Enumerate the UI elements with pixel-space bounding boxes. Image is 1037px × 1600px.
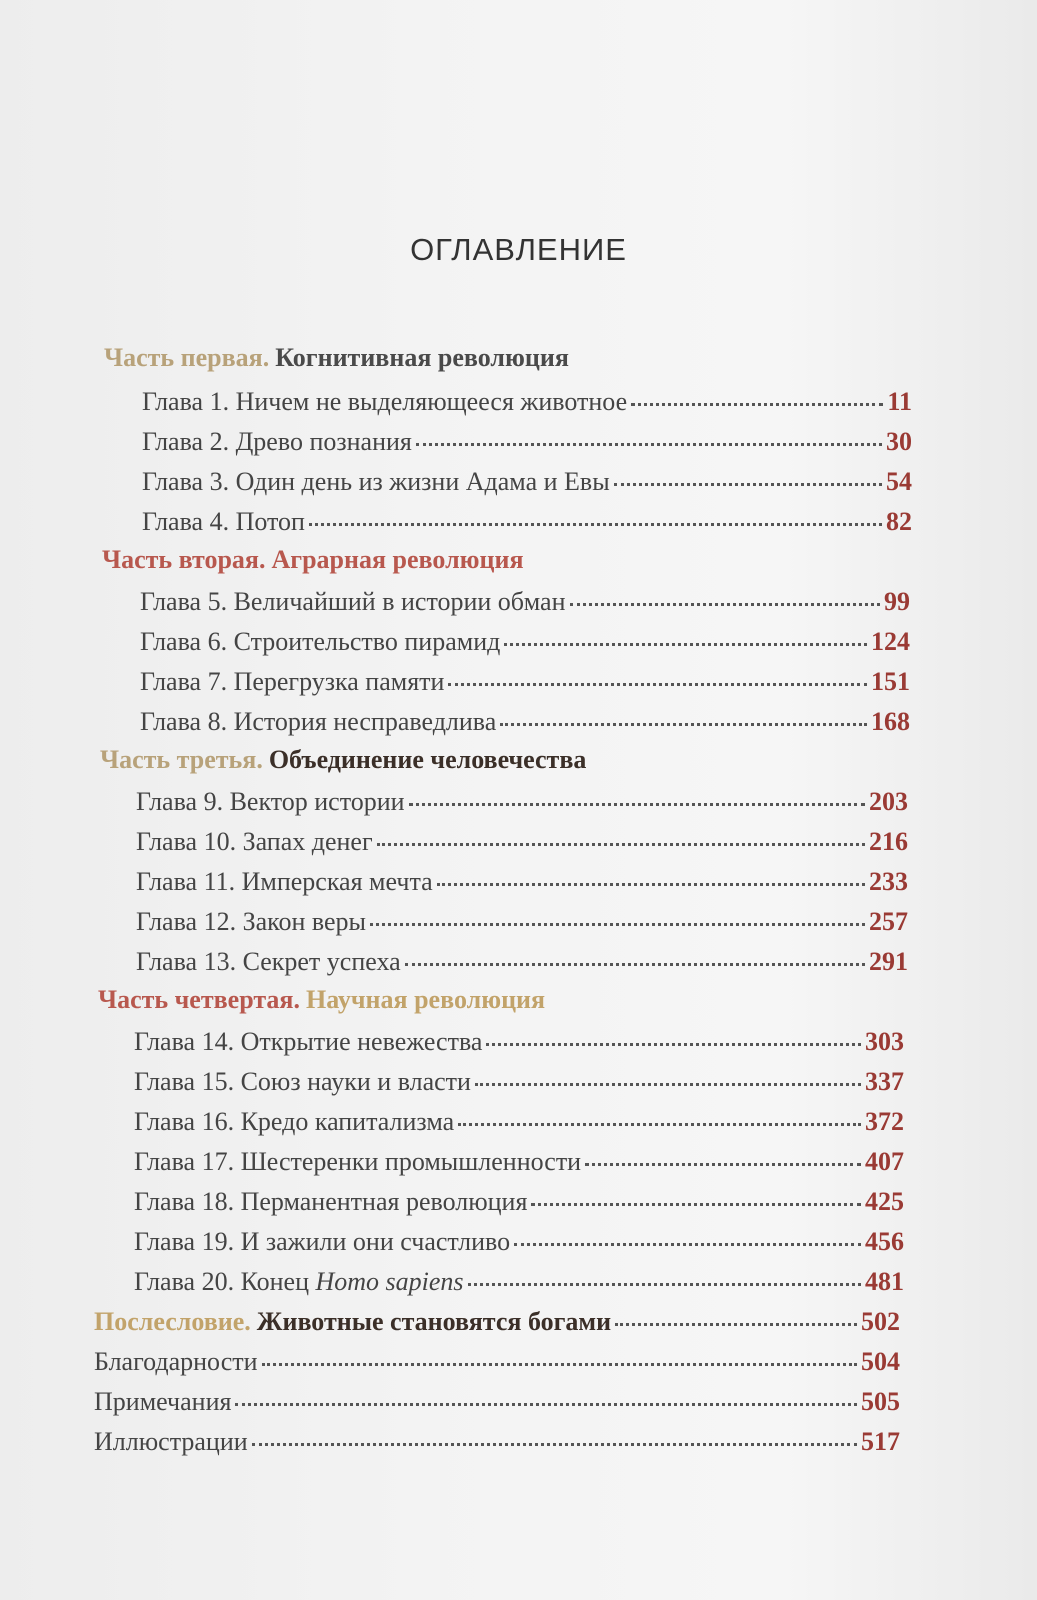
dot-leader [377,843,865,846]
page-number: 425 [865,1187,904,1216]
page-number: 505 [861,1387,900,1416]
part-heading-1 [104,338,924,378]
dot-leader [458,1123,861,1126]
toc-entry [94,1422,900,1462]
toc-entry [136,822,908,862]
page-number: 291 [869,947,908,976]
part-lead: Часть третья. [100,745,263,774]
page-number: 504 [861,1347,900,1376]
page-number: 30 [886,427,912,456]
toc-entry [142,422,912,462]
toc-entry [140,662,910,702]
page-number: 407 [865,1147,904,1176]
page-number: 124 [871,627,910,656]
chapter-label: Глава 5. Величайший в истории обман [140,587,566,616]
dot-leader [514,1243,861,1246]
page-number: 502 [861,1307,900,1336]
chapter-label: Глава 10. Запах денег [136,827,373,856]
dot-leader [570,603,881,606]
page-number: 233 [869,867,908,896]
dot-leader [500,723,867,726]
toc-entry [136,862,908,902]
page-number: 216 [869,827,908,856]
chapter-label: Глава 19. И зажили они счастливо [134,1227,511,1256]
part-title: Аграрная революция [271,545,524,574]
part-lead: Часть вторая. [102,545,266,574]
afterword-title: Животные становятся богами [256,1307,612,1336]
toc-entry [142,502,912,542]
chapter-label: Глава 2. Древо познания [142,427,412,456]
dot-leader [631,403,883,406]
chapter-label: Глава 18. Перманентная революция [134,1187,528,1216]
page-number: 456 [865,1227,904,1256]
page-number: 257 [869,907,908,936]
chapter-label: Глава 14. Открытие невежества [134,1027,483,1056]
dot-leader [475,1083,861,1086]
dot-leader [614,483,882,486]
dot-leader [370,923,865,926]
page-number: 481 [865,1267,904,1296]
dot-leader [448,683,867,686]
chapter-label: Глава 15. Союз науки и власти [134,1067,471,1096]
dot-leader [252,1443,857,1446]
page-number: 372 [865,1107,904,1136]
page-number: 303 [865,1027,904,1056]
dot-leader [416,443,882,446]
dot-leader [409,803,865,806]
toc-entry [136,782,908,822]
chapter-label: Глава 11. Имперская мечта [136,867,433,896]
part-lead: Часть первая. [104,343,270,372]
dot-leader [262,1363,857,1366]
chapter-label: Глава 12. Закон веры [136,907,366,936]
dot-leader [486,1043,861,1046]
chapter-label-italic: Homo sapiens [315,1267,464,1296]
toc-entry [142,382,912,422]
toc-entry [94,1382,900,1422]
toc-entry [140,582,910,622]
page-number: 151 [871,667,910,696]
chapter-label: Глава 17. Шестеренки промышленности [134,1147,582,1176]
chapter-label [134,1262,464,1302]
part-title: Когнитивная революция [275,343,569,372]
toc-entry [142,462,912,502]
toc-entry [134,1182,904,1222]
chapter-label: Глава 4. Потоп [142,507,305,536]
toc-entry [140,622,910,662]
chapter-label: Глава 9. Вектор истории [136,787,405,816]
toc-entry [94,1342,900,1382]
page-number: 54 [886,467,912,496]
dot-leader [437,883,865,886]
chapter-label: Глава 1. Ничем не выделяющееся животное [142,387,628,416]
part-heading-2 [102,540,922,580]
afterword-entry [94,1302,900,1342]
dot-leader [531,1203,861,1206]
page-number: 168 [871,707,910,736]
toc-entry [136,942,908,982]
chapter-label: Глава 7. Перегрузка памяти [140,667,445,696]
dot-leader [405,963,865,966]
page-number: 82 [886,507,912,536]
part-heading-3 [100,740,920,780]
chapter-label: Глава 6. Строительство пирамид [140,627,501,656]
toc-entry [134,1062,904,1102]
dot-leader [468,1283,861,1286]
chapter-label: Глава 3. Один день из жизни Адама и Евы [142,467,610,496]
dot-leader [585,1163,861,1166]
chapter-label: Глава 16. Кредо капитализма [134,1107,455,1136]
part-title: Объединение человечества [268,745,587,774]
page-number: 337 [865,1067,904,1096]
page-number: 11 [887,387,912,416]
toc-entry [134,1262,904,1302]
chapter-label-prefix: Глава 20. Конец [134,1267,316,1296]
dot-leader [615,1323,857,1326]
dot-leader [309,523,882,526]
back-matter-label: Благодарности [94,1347,258,1376]
part-heading-4 [98,980,918,1020]
page-title: ОГЛАВЛЕНИЕ [410,232,627,267]
chapter-label: Глава 13. Секрет успеха [136,947,401,976]
page-number: 517 [861,1427,900,1456]
part-title: Научная революция [305,985,546,1014]
part-lead: Часть четвертая. [98,985,300,1014]
toc-entry [136,902,908,942]
afterword-lead: Послесловие. [94,1307,251,1336]
dot-leader [504,643,867,646]
back-matter-label: Примечания [94,1387,232,1416]
dot-leader [235,1403,857,1406]
toc-entry [134,1142,904,1182]
toc-entry [134,1102,904,1142]
toc-entry [134,1022,904,1062]
chapter-label: Глава 8. История несправедлива [140,707,497,736]
page-number: 99 [884,587,910,616]
back-matter-label: Иллюстрации [94,1427,248,1456]
toc-entry [134,1222,904,1262]
toc-entry [140,702,910,742]
page-number: 203 [869,787,908,816]
